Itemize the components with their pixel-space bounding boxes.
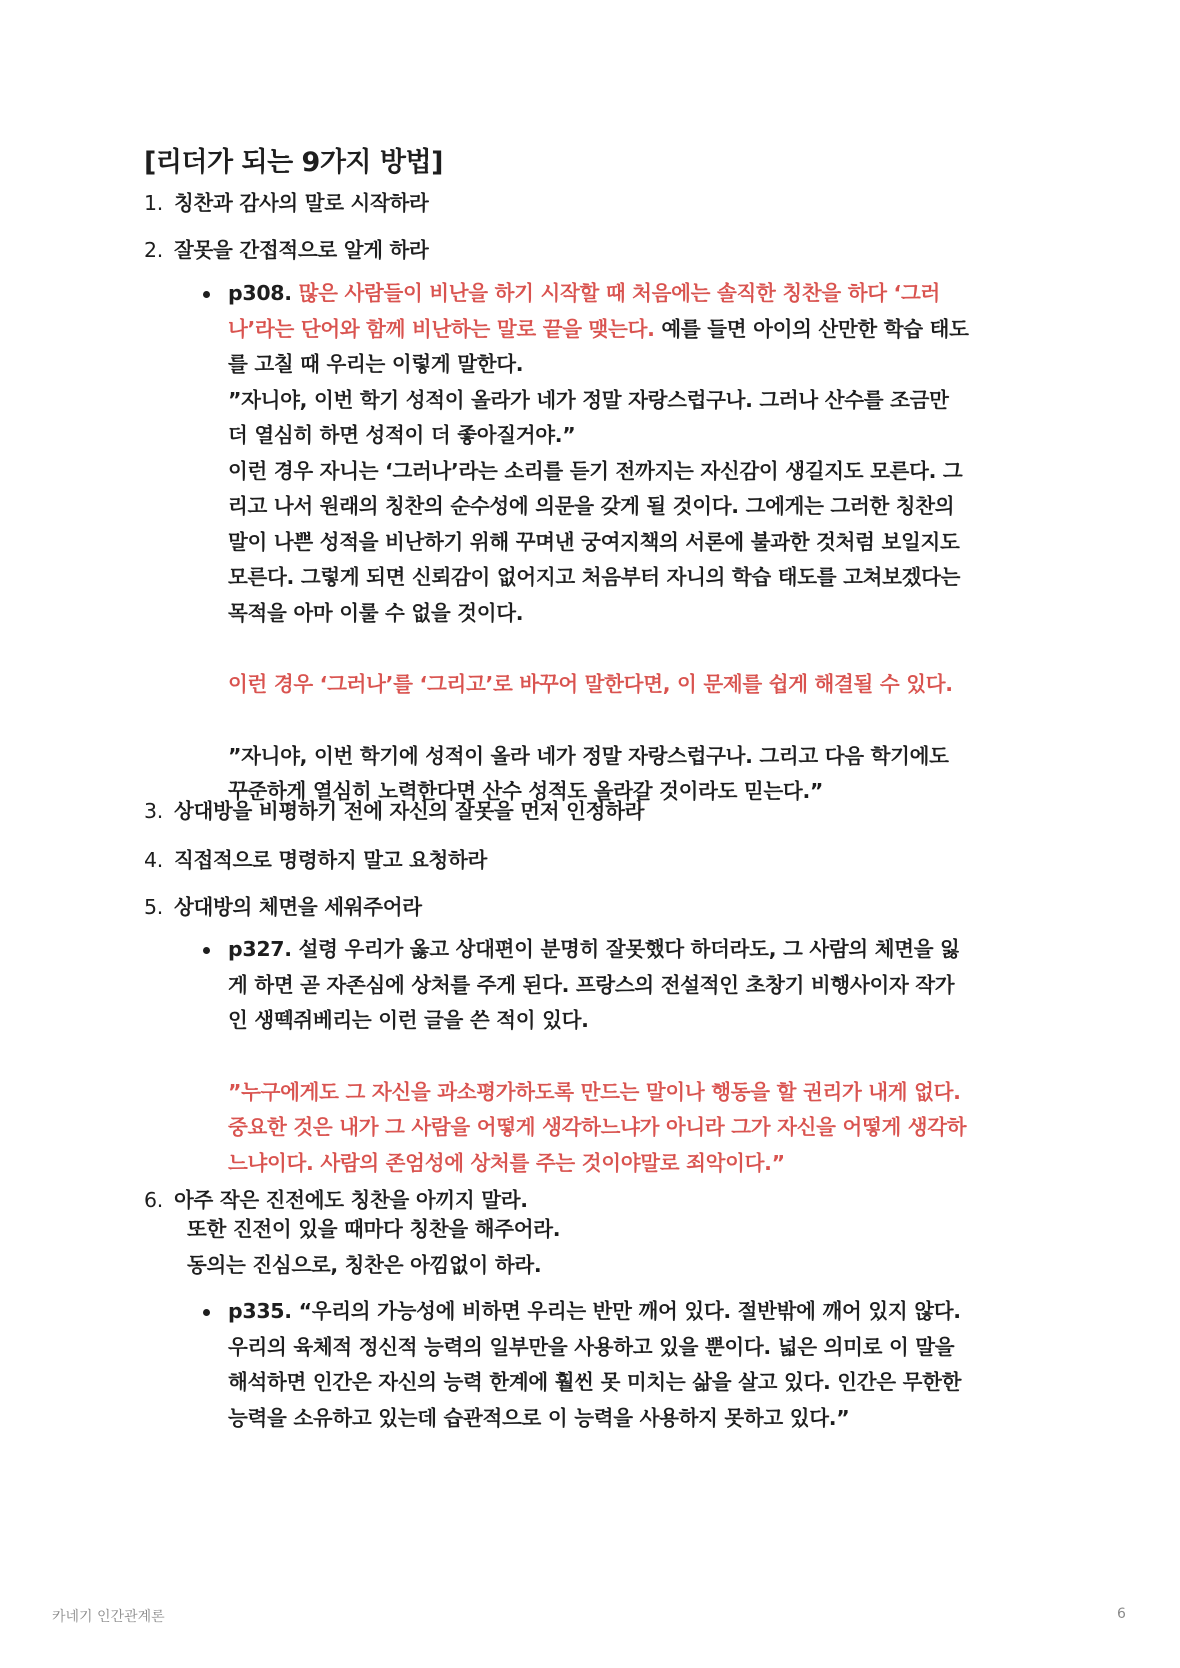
bullet-icon <box>203 1309 210 1316</box>
note-p335 <box>228 1294 1048 1436</box>
list-item <box>144 1183 528 1213</box>
note-text: 해석하면 인간은 자신의 능력 한계에 훨씬 못 미치는 삶을 살고 있다. 인간은 무한한 <box>228 1370 962 1394</box>
note-text: 설령 우리가 옳고 상대편이 분명히 잘못했다 하더라도, 그 사람의 체면을 잃 <box>291 937 960 961</box>
item-continuation <box>187 1212 560 1283</box>
item-text: 상대방을 비평하기 전에 자신의 잘못을 먼저 인정하라 <box>174 799 645 823</box>
note-text: 우리의 육체적 정신적 능력의 일부만을 사용하고 있을 뿐이다. 넓은 의미로 이 말을 <box>228 1334 955 1359</box>
item-text: 칭찬과 감사의 말로 시작하라 <box>174 191 429 215</box>
highlight-text: 느냐이다. 사람의 존엄성에 상처를 주는 것이야말로 죄악이다.” <box>228 1150 785 1175</box>
note-text: 를 고칠 때 우리는 이렇게 말한다. <box>228 352 524 376</box>
footer-title: 카네기 인간관계론 <box>52 1609 165 1625</box>
note-page-ref: p308. <box>228 281 292 305</box>
highlight-text: ”누구에게도 그 자신을 과소평가하도록 만드는 말이나 행동을 할 권리가 내게 없다. <box>228 1079 961 1104</box>
note-text: “우리의 가능성에 비하면 우리는 반만 깨어 있다. 절반밖에 깨어 있지 않다. <box>291 1299 961 1323</box>
list-item <box>144 186 429 216</box>
note-text: 더 열심히 하면 성적이 더 좋아질거야.” <box>228 423 576 447</box>
item-number: 1. <box>144 191 163 215</box>
item-text: 아주 작은 진전에도 칭찬을 아끼지 말라. <box>174 1188 528 1212</box>
item-number: 5. <box>144 895 163 919</box>
note-text: ”자니야, 이번 학기 성적이 올라가 네가 정말 자랑스럽구나. 그러나 산수를 조금만 <box>228 387 949 412</box>
item-text: 잘못을 간접적으로 알게 하라 <box>174 238 429 262</box>
item-number: 4. <box>144 848 163 872</box>
quote-text: 꾸준하게 열심히 노력한다면 산수 성적도 올라갈 것이라도 믿는다.” <box>228 779 824 803</box>
item-text: 상대방의 체면을 세워주어라 <box>174 895 422 919</box>
list-item <box>144 890 422 920</box>
note-p308 <box>228 276 1048 810</box>
highlight-text: 나’라는 단어와 함께 비난하는 말로 끝을 맺는다. <box>228 316 655 341</box>
item-text: 또한 진전이 있을 때마다 칭찬을 해주어라. <box>187 1217 561 1241</box>
bullet-icon <box>203 291 210 298</box>
highlight-text: 많은 사람들이 비난을 하기 시작할 때 처음에는 솔직한 칭찬을 하다 ‘그러 <box>298 281 941 305</box>
bullet-icon <box>203 947 210 954</box>
list-item <box>144 794 644 824</box>
quote-text: ”자니야, 이번 학기에 성적이 올라 네가 정말 자랑스럽구나. 그리고 다음 학기에도 <box>228 743 949 768</box>
item-number: 2. <box>144 238 163 262</box>
note-text: 말이 나쁜 성적을 비난하기 위해 꾸며낸 궁여지책의 서론에 불과한 것처럼 보일지도 <box>228 529 960 554</box>
note-page-ref: p335. <box>228 1299 292 1323</box>
highlight-text: 중요한 것은 내가 그 사람을 어떻게 생각하느냐가 아니라 그가 자신을 어떻게 생각하 <box>228 1115 967 1139</box>
note-p327 <box>228 932 1048 1181</box>
note-text: 게 하면 곧 자존심에 상처를 주게 된다. 프랑스의 전설적인 초창기 비행사이자 작가 <box>228 972 955 997</box>
list-item <box>144 843 487 873</box>
note-text: 이런 경우 자니는 ‘그러나’라는 소리를 듣기 전까지는 자신감이 생길지도 모른다. 그 <box>228 458 963 483</box>
list-item <box>144 233 429 263</box>
item-number: 6. <box>144 1188 163 1212</box>
highlight-text: 이런 경우 ‘그러나’를 ‘그리고’로 바꾸어 말한다면, 이 문제를 쉽게 해결될 수 있다. <box>228 672 953 696</box>
note-text: 능력을 소유하고 있는데 습관적으로 이 능력을 사용하지 못하고 있다.” <box>228 1405 850 1430</box>
note-text: 리고 나서 원래의 칭찬의 순수성에 의문을 갖게 될 것이다. 그에게는 그러한 칭찬의 <box>228 494 955 518</box>
note-page-ref: p327. <box>228 937 292 961</box>
page-title: [리더가 되는 9가지 방법] <box>144 147 443 178</box>
note-text: 목적을 아마 이룰 수 없을 것이다. <box>228 600 524 625</box>
page-number: 6 <box>1117 1606 1126 1622</box>
note-text: 인 생떽쥐베리는 이런 글을 쓴 적이 있다. <box>228 1008 589 1032</box>
item-text: 동의는 진심으로, 칭찬은 아낌없이 하라. <box>187 1252 542 1277</box>
note-text: 예를 들면 아이의 산만한 학습 태도 <box>654 316 969 341</box>
item-text: 직접적으로 명령하지 말고 요청하라 <box>174 848 488 872</box>
item-number: 3. <box>144 799 163 823</box>
note-text: 모른다. 그렇게 되면 신뢰감이 없어지고 처음부터 자니의 학습 태도를 고쳐보겠다는 <box>228 565 961 589</box>
